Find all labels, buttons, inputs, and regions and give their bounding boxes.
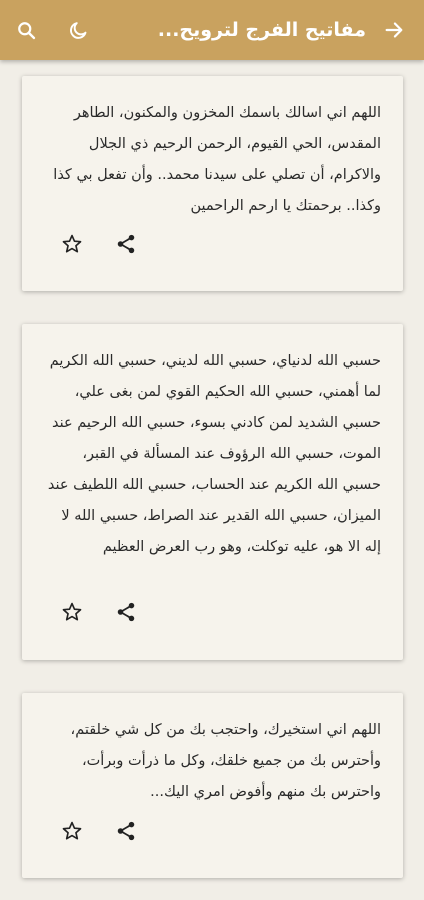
dua-card — [22, 76, 403, 291]
star-icon — [61, 233, 83, 255]
share-icon — [115, 601, 137, 623]
favorite-button[interactable] — [56, 228, 88, 260]
card-actions — [56, 228, 142, 260]
dua-text: اللهم اني اسالك باسمك المخزون والمكنون، الطاهر المقدس، الحي القيوم، الرحمن الرحيم ذي الجلال والاكرام، أن تصلي على سيدنا محمد.. وأن تفعل بي كذا وكذا.. برحمتك يا ارحم الراحمين — [53, 105, 381, 214]
theme-toggle-button[interactable] — [62, 14, 94, 46]
app-bar — [0, 0, 424, 60]
dua-text: اللهم اني استخيرك، واحتجب بك من كل شي خلقتم، وأحترس بك من جميع خلقك، وكل ما ذرأت وبرأت، واحترس بك منهم وأفوض امري اليك... — [70, 722, 381, 800]
dua-card — [22, 324, 403, 660]
dua-text: حسبي الله لدنياي، حسبي الله لديني، حسبي الله الكريم لما أهمني، حسبي الله الحكيم القوي لمن بغى علي، حسبي الشديد لمن كادني بسوء، حسبي الله الرحيم عند الموت، حسبي الله الرؤوف عند المسألة في القبر، حسبي الله الكريم عند الحساب، حسبي الله اللطيف عند الميزان، حسبي الله القدير عند الصراط، حسبي الله لا إله الا هو، عليه توكلت، وهو رب العرض العظيم — [47, 353, 381, 555]
share-button[interactable] — [110, 815, 142, 847]
favorite-button[interactable] — [56, 815, 88, 847]
share-button[interactable] — [110, 228, 142, 260]
page-title: مفاتيح الفرج لترويح... — [157, 19, 366, 41]
search-icon — [16, 20, 37, 41]
search-button[interactable] — [10, 14, 42, 46]
share-button[interactable] — [110, 596, 142, 628]
star-icon — [61, 601, 83, 623]
card-actions — [56, 815, 142, 847]
star-icon — [61, 820, 83, 842]
arrow-right-icon — [383, 19, 405, 41]
dua-card — [22, 693, 403, 878]
share-icon — [115, 233, 137, 255]
share-icon — [115, 820, 137, 842]
moon-icon — [68, 20, 89, 41]
card-actions — [56, 596, 142, 628]
favorite-button[interactable] — [56, 596, 88, 628]
back-button[interactable] — [378, 14, 410, 46]
